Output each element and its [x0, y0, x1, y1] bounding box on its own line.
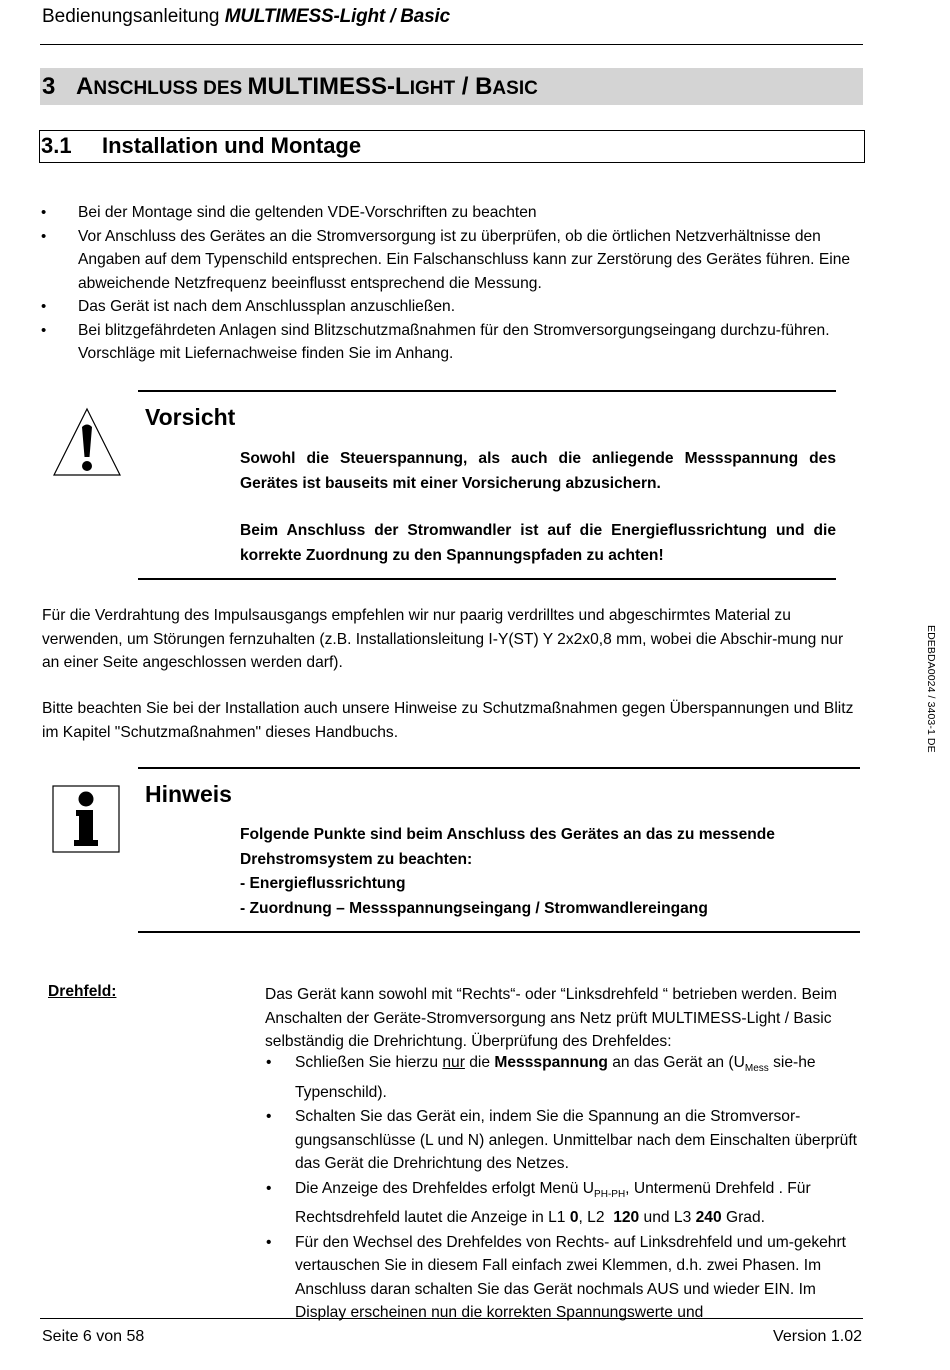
document-code: EDEBDA0024 / 3403-1 DE: [925, 625, 937, 753]
version-label: Version 1.02: [773, 1328, 862, 1345]
warning-triangle-icon: [52, 407, 122, 477]
text-run: Mess: [744, 1063, 769, 1075]
list-item: • Bei blitzgefährdeten Anlagen sind Blitzschutzmaßnahmen für den Stromversorgungseingang durchzu-führen. Vorschläge mit Liefernachweise finden Sie im Anhang.: [40, 319, 862, 366]
note-line: - Zuordnung – Messspannungseingang / Stromwandlereingang: [240, 899, 708, 917]
text-run: Messspannung: [494, 1054, 608, 1071]
text-run: Die Anzeige des Drehfeldes erfolgt Menü U: [295, 1179, 595, 1197]
note-line: Drehstromsystem zu beachten:: [240, 850, 473, 868]
text-run: die: [464, 1054, 495, 1071]
text-run: , Untermenü Drehfeld . Für Rechtsdrehfeld lautet die Anzeige in L1: [295, 1179, 811, 1227]
list-item: • Für den Wechsel des Drehfeldes von Rechts- auf Linksdrehfeld und um-gekehrt vertauschen Sie in diesem Fall einfach zwei Klemmen, d.h. zwei Phasen. Im Anschluss daran schalten Sie das Gerät nochmals AUS und wieder EIN. Im Display erscheinen nun die korrekten Spannungswerte und: [265, 1231, 862, 1325]
section-number: 3.1: [41, 133, 72, 158]
caution-title: Vorsicht: [145, 404, 236, 430]
section-heading: [39, 130, 865, 163]
drehfeld-label: Drehfeld:: [48, 983, 117, 1000]
header-divider: [40, 44, 863, 45]
note-top-rule: [138, 767, 860, 769]
info-icon: [52, 785, 120, 853]
list-item: • Bei der Montage sind die geltenden VDE-Vorschriften zu beachten: [40, 201, 862, 225]
text-run: sie-he Typenschild).: [295, 1054, 816, 1101]
header-prefix: Bedienungsanleitung: [42, 6, 220, 27]
chapter-number: 3: [42, 73, 56, 100]
list-item: [265, 1177, 862, 1230]
text-run: Schließen Sie hierzu: [295, 1054, 443, 1071]
chapter-heading: [40, 68, 863, 105]
text-run: nur: [442, 1054, 465, 1071]
chapter-title-part: A: [76, 73, 94, 100]
note-line: Folgende Punkte sind beim Anschluss des Gerätes an das zu messende: [240, 826, 775, 843]
chapter-title-part: MULTIMESS-L: [247, 73, 410, 100]
header-product: MULTIMESS-Light / Basic: [224, 6, 450, 27]
text-run: Grad.: [721, 1209, 765, 1227]
chapter-title-part: NSCHLUSS DES: [93, 78, 248, 99]
text-run: an das Gerät an (U: [607, 1054, 745, 1071]
section-title: Installation und Montage: [102, 133, 362, 158]
note-title: Hinweis: [145, 781, 232, 807]
list-item: • Schalten Sie das Gerät ein, indem Sie die Spannung an die Stromversor-gungsanschlüsse (L und N) anlegen. Unmittelbar nach dem Einschalten überprüft das Gerät die Drehrichtung des Netzes.: [265, 1105, 862, 1176]
page-header: [42, 6, 450, 28]
caution-bottom-rule: [138, 578, 836, 580]
text-run: , L2: [578, 1209, 614, 1227]
protection-paragraph: Bitte beachten Sie bei der Installation auch unsere Hinweise zu Schutzmaßnahmen gegen Überspannungen und Blitz im Kapitel "Schutzmaßnahmen" dieses Handbuchs.: [42, 700, 854, 741]
note-line: - Energieflussrichtung: [240, 875, 406, 892]
text-run: und L3: [639, 1209, 696, 1227]
footer-divider: [40, 1318, 863, 1319]
chapter-title-part: ASIC: [492, 78, 538, 99]
list-item: [265, 1051, 862, 1104]
caution-paragraph: Sowohl die Steuerspannung, als auch die anliegende Messspannung des Gerätes ist bauseits mit einer Vorsicherung abzusichern.: [240, 450, 836, 492]
note-body: [240, 823, 850, 921]
caution-top-rule: [138, 390, 836, 392]
installation-bullet-list: [40, 201, 862, 366]
page-number: Seite 6 von 58: [42, 1328, 145, 1345]
caution-paragraph: Beim Anschluss der Stromwandler ist auf die Energieflussrichtung und die korrekte Zuordnung zu den Spannungspfaden zu achten!: [240, 522, 836, 564]
list-item: • Vor Anschluss des Gerätes an die Stromversorgung ist zu überprüfen, ob die örtlichen Netzverhältnisse den Angaben auf dem Typenschild entsprechen. Ein Falschanschluss kann zur Zerstörung des Gerätes führen. Eine abweichende Netzfrequenz beeinflusst entsprechend die Messung.: [40, 225, 862, 296]
drehfeld-intro: Das Gerät kann sowohl mit “Rechts“- oder “Linksdrehfeld “ betrieben werden. Beim Anschalten der Geräte-Stromversorgung ans Netz prüft MULTIMESS-Light / Basic selbständig die Drehrichtung. Überprüfung des Drehfeldes:: [265, 986, 838, 1050]
text-run: 240: [695, 1209, 722, 1227]
text-run: 0: [569, 1209, 579, 1227]
note-bottom-rule: [138, 931, 860, 933]
wiring-paragraph: Für die Verdrahtung des Impulsausgangs empfehlen wir nur paarig verdrilltes und abgeschirmtes Material zu verwenden, um Störungen fernzuhalten (z.B. Installationsleitung I-Y(ST) Y 2x2x0,8 mm, wobei die Abschir-mung nur an einer Seite angeschlossen werden darf).: [42, 607, 844, 671]
text-run: PH-PH: [594, 1188, 626, 1200]
list-item: • Das Gerät ist nach dem Anschlussplan anzuschließen.: [40, 295, 862, 319]
text-run: 120: [613, 1209, 640, 1227]
drehfeld-bullet-list: [265, 1051, 862, 1326]
chapter-title-part: IGHT: [409, 78, 456, 99]
chapter-title-part: / B: [455, 73, 493, 100]
